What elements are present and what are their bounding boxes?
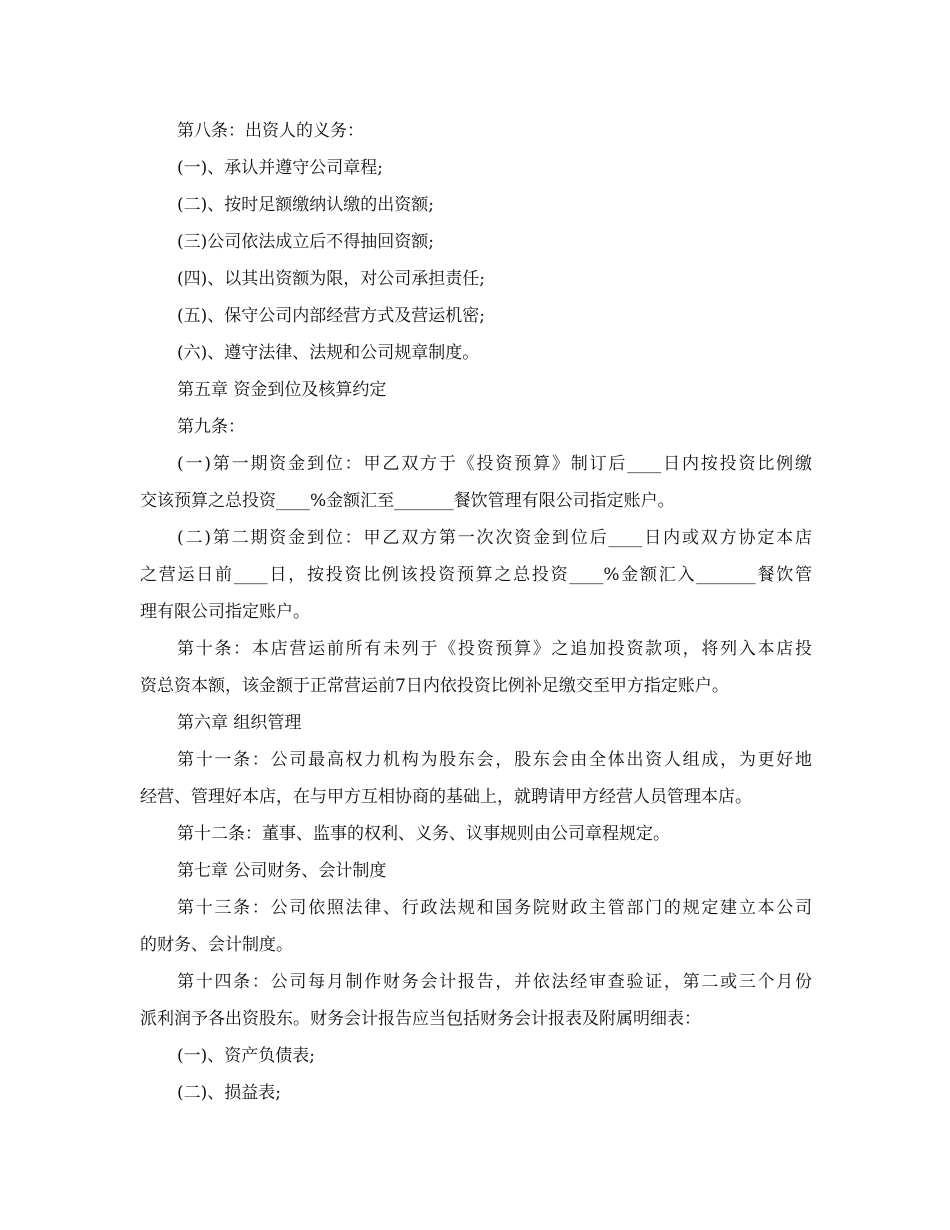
article-8-item-6: (六)、遵守法律、法规和公司规章制度。 — [177, 343, 480, 363]
article-8-item-1: (一)、承认并遵守公司章程; — [177, 158, 383, 178]
article-13-line-1: 第十三条：公司依照法律、行政法规和国务院财政主管部门的规定建立本公司 — [177, 898, 812, 918]
article-11-line-2: 经营、管理好本店，在与甲方互相协商的基础上，就聘请甲方经营人员管理本店。 — [140, 787, 752, 807]
chapter-6-title: 第六章 组织管理 — [177, 713, 302, 733]
article-10-line-2: 资总资本额，该金额于正常营运前7日内依投资比例补足缴交至甲方指定账户。 — [140, 676, 729, 696]
chapter-5-title: 第五章 资金到位及核算约定 — [177, 380, 387, 400]
article-8-heading: 第八条：出资人的义务： — [177, 121, 364, 141]
article-9-item-2-line-3: 理有限公司指定账户。 — [140, 602, 310, 622]
article-9-item-1-line-1: (一)第一期资金到位：甲乙双方于《投资预算》制订后____日内按投资比例缴 — [177, 454, 812, 474]
article-11-line-1: 第十一条：公司最高权力机构为股东会，股东会由全体出资人组成，为更好地 — [177, 750, 812, 770]
article-9-heading: 第九条： — [177, 417, 245, 437]
article-9-item-1-line-2: 交该预算之总投资____%金额汇至_______餐饮管理有限公司指定账户。 — [140, 491, 675, 511]
article-14-item-2: (二)、损益表; — [177, 1083, 281, 1103]
article-10-line-1: 第十条：本店营运前所有未列于《投资预算》之追加投资款项，将列入本店投 — [177, 639, 812, 659]
article-9-item-2-line-2: 之营运日前____日，按投资比例该投资预算之总投资____%金额汇入_______餐饮管 — [140, 565, 812, 585]
article-9-item-2-line-1: (二)第二期资金到位：甲乙双方第一次次资金到位后____日内或双方协定本店 — [177, 528, 812, 548]
article-8-item-3: (三)公司依法成立后不得抽回资额; — [177, 232, 434, 252]
article-14-item-1: (一)、资产负债表; — [177, 1046, 315, 1066]
article-8-item-5: (五)、保守公司内部经营方式及营运机密; — [177, 306, 485, 326]
article-13-line-2: 的财务、会计制度。 — [140, 935, 293, 955]
article-14-line-1: 第十四条：公司每月制作财务会计报告，并依法经审查验证，第二或三个月份 — [177, 972, 812, 992]
document-body — [140, 113, 812, 1112]
article-8-item-4: (四)、以其出资额为限，对公司承担责任; — [177, 269, 485, 289]
article-14-line-2: 派利润予各出资股东。财务会计报告应当包括财务会计报表及附属明细表： — [140, 1009, 701, 1029]
article-12: 第十二条：董事、监事的权利、义务、议事规则由公司章程规定。 — [177, 824, 670, 844]
chapter-7-title: 第七章 公司财务、会计制度 — [177, 861, 387, 881]
article-8-item-2: (二)、按时足额缴纳认缴的出资额; — [177, 195, 434, 215]
